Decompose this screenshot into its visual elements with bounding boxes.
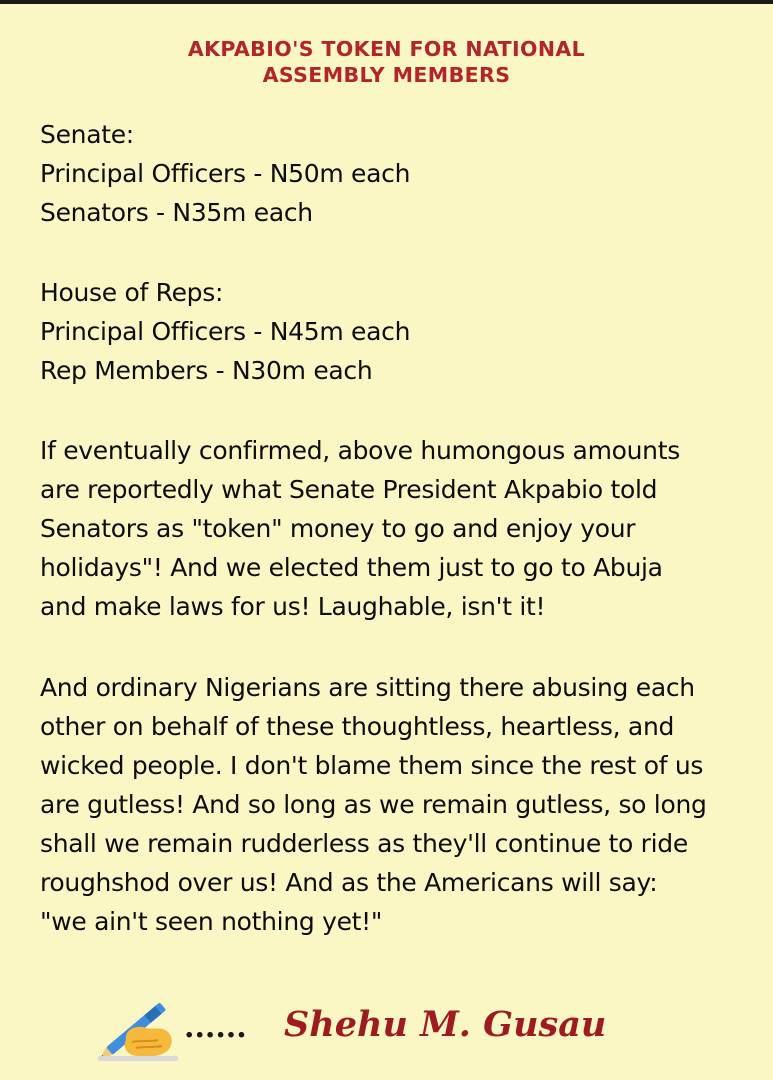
senate-section xyxy=(40,115,740,232)
paragraph-line: other on behalf of these thoughtless, heartless, and xyxy=(40,712,675,741)
paragraph-line: And ordinary Nigerians are sitting there abusing each xyxy=(40,673,695,702)
paragraph-line: are gutless! And so long as we remain gutless, so long xyxy=(40,790,707,819)
reps-item: Rep Members - N30m each xyxy=(40,356,373,385)
senate-item: Principal Officers - N50m each xyxy=(40,159,411,188)
reps-heading: House of Reps: xyxy=(40,278,224,307)
paragraph-line: wicked people. I don't blame them since the rest of us xyxy=(40,751,704,780)
paragraph-line: holidays"! And we elected them just to go to Abuja xyxy=(40,553,663,582)
paragraph-line: shall we remain rudderless as they'll continue to ride xyxy=(40,829,688,858)
signature-name: Shehu M. Gusau xyxy=(284,1004,607,1045)
writing-hand-icon xyxy=(96,990,180,1064)
reps-item: Principal Officers - N45m each xyxy=(40,317,411,346)
paragraph-line: roughshod over us! And as the Americans will say: xyxy=(40,868,658,897)
signature-dots: ...... xyxy=(184,1010,247,1045)
paragraph-line: and make laws for us! Laughable, isn't it! xyxy=(40,592,546,621)
senate-item: Senators - N35m each xyxy=(40,198,313,227)
paragraph-line: "we ain't seen nothing yet!" xyxy=(40,907,383,936)
paragraph-line: If eventually confirmed, above humongous amounts xyxy=(40,436,680,465)
reps-section xyxy=(40,273,740,390)
paragraph-2 xyxy=(40,668,740,941)
title-line-2: ASSEMBLY MEMBERS xyxy=(262,63,511,87)
title-line-1: AKPABIO'S TOKEN FOR NATIONAL xyxy=(187,37,586,61)
senate-heading: Senate: xyxy=(40,120,134,149)
paragraph-line: are reportedly what Senate President Akpabio told xyxy=(40,475,658,504)
paragraph-line: Senators as "token" money to go and enjoy your xyxy=(40,514,636,543)
paragraph-1 xyxy=(40,431,740,626)
signature xyxy=(96,990,736,1064)
document-title xyxy=(0,36,773,88)
